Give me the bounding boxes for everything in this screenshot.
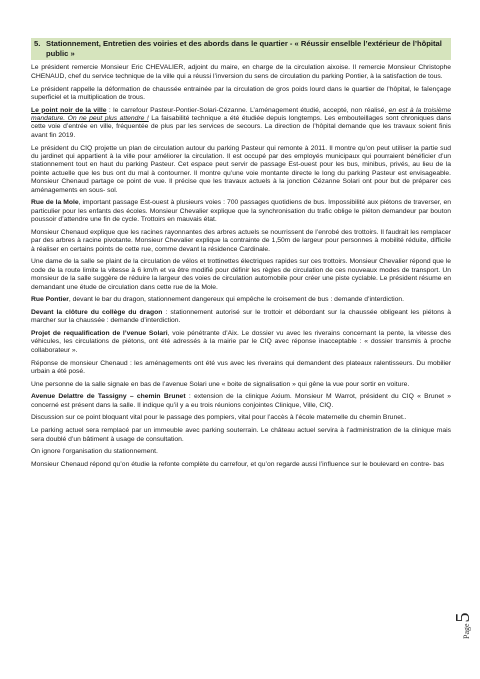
paragraph-chenaud-reply: Réponse de monsieur Chenaud : les aménagements ont été vus avec les riverains qui demandent des plateaux ralentisseurs. Du mobilier urbain a été posé. (31, 359, 451, 375)
paragraph-signal-box: Une personne de la salle signale en bas de l’avenue Solari une « boite de signalisation » qui gêne la vue pour sortir en voiture. (31, 380, 410, 388)
section-title: Stationnement, Entretien des voiries et des abords dans le quartier - « Réussir enselble l’extérieur de l’hôpital public » (46, 39, 442, 59)
paragraph-bikes-scooters: Une dame de la salle se plaint de la circulation de vélos et trottinettes électriques rapides sur ces trottoirs. Monsieur Chevalier répond que le code de la route limite la vitesse à 6 km/h et va être modifié pour définir les règles de circulation de ces nouveaux modes de transport. Un monsieur de la salle suggère de réduire la largeur des voies de circulation automobile pour créer une piste cyclable. Le président résume en demandant une étude de circulation dans cette rue de la Mole. (31, 258, 451, 291)
lead-rue-pontier: Rue Pontier (31, 296, 69, 304)
paragraph-rue-pontier: Rue Pontier, devant le bar du dragon, stationnement dangereux qui empêche le croisement de bus : demande d’interdiction. (31, 296, 404, 304)
paragraph-ciq-plan: Le président du CIQ projette un plan de circulation autour du parking Pasteur qui remonte à 2011. Il montre qu’on peut utiliser la partie sud du jardinet qui appartient à la ville pour améliorer la circulation. Il est occupé par des employés municipaux qui pourraient bénéficier d’un stationnement tout en haut du parking Pasteur. Cet espace peut servir de passage Est-ouest pour les bus, minibus, privés, au lieu de la pointe actuelle que les bus ont du mal à contourner. Il montre qu’une voie montante directe le long du parking Pasteur est envisageable. Monsieur Chenaud partage ce point de vue. Il précise que les travaux actuels à la jonction Cézanne Solari ont pour but de préparer ces aménagements en sous- sol. (31, 144, 451, 194)
paragraph-parking-unknown: On ignore l’organisation du stationnement. (31, 448, 158, 456)
paragraph-road-damage: Le président rappelle la déformation de chaussée entrainée par la circulation de gros poids lourd dans le quartier de l’hôpital, le faïençage superficiel et la multiplication de trous. (31, 85, 451, 101)
paragraph-delattre-brunet: Avenue Delattre de Tassigny – chemin Brunet : extension de la clinique Axium. Monsieur M Warrot, président du CIQ « Brunet » concerné est présent dans la salle. Il indique qu’il y a eu trois réunions conjointes Clinique, Ville, CIQ. (31, 393, 451, 409)
lead-solari-project: Projet de requalification de l’venue Solari (31, 330, 168, 338)
paragraph-parking-replacement: Le parking actuel sera remplacé par un immeuble avec parking souterrain. Le château actuel servira à l’administration de la clinique mais sera doublé d’un bâtiment à usage de consultation. (31, 427, 451, 443)
document-page (31, 38, 451, 474)
page-number (452, 612, 475, 639)
paragraph-solari-project: Projet de requalification de l’venue Solari, voie pénétrante d’Aix. Le dossier vu avec les riverains concernant la pente, la vitesse des véhicules, les circulations de piétons, ont été adressés à la mairie par le CIQ avec réponse inacceptable : « dossier transmis à proche collaborateur ». (31, 330, 451, 354)
page-label: Page (462, 623, 471, 639)
lead-black-spot: Le point noir de la ville (31, 106, 107, 114)
paragraph-junction-study: Monsieur Chenaud répond qu’on étudie la refonte complète du carrefour, et qu’on regarde aussi l’influence sur le boulevard en contre- bas (31, 461, 445, 468)
paragraph-firefighters: Discussion sur ce point bloquant vital pour le passage des pompiers, vital pour l’accès à l’école maternelle du chemin Brunet.. (31, 414, 407, 422)
lead-delattre-brunet: Avenue Delattre de Tassigny – chemin Brunet (31, 393, 186, 401)
emphasis-third-term: en est à la troisième mandature. On ne peut plus attendre ! (31, 106, 452, 123)
lead-rue-de-la-mole: Rue de la Mole (31, 199, 79, 207)
paragraph-rue-de-la-mole: Rue de la Mole, important passage Est-ouest à plusieurs voies : 700 passages quotidiens de bus. Impossibilité aux piétons de traverser, en particulier pour les enfants des écoles. Monsieur Chevalier explique que la synchronisation du trafic oblige le piéton demandeur par bouton poussoir d’attendre une fin de cycle. Trottoirs en mauvais état. (31, 199, 451, 224)
paragraph-thanks: Le président remercie Monsieur Eric CHEVALIER, adjoint du maire, en charge de la circulation aixoise. Il remercie Monsieur Christophe CHENAUD, chef du service technique de la ville qui a réussi l’inversion du sens de circulation du parking Pontier, à la satisfaction de tous. (31, 64, 451, 80)
paragraph-tree-roots: Monsieur Chenaud explique que les racines rayonnantes des arbres actuels se nourrissent de l’enrobé des trottoirs. Il faudrait les remplacer par des arbres à racine pivotante. Monsieur Chevalier explique la contrainte de 1,50m de largeur pour personnes à mobilité réduite, difficile à réaliser en certains points de cette rue, comme devant la résidence Cardinale. (31, 228, 451, 253)
page-number-value: 5 (452, 612, 474, 623)
lead-college-dragon: Devant la clôture du collège du dragon (31, 308, 163, 316)
paragraph-black-spot: Le point noir de la ville : le carrefour Pasteur-Pontier-Solari-Cézanne. L’aménagement étudié, accepté, non réalisé, en est à la troisième mandature. On ne peut plus attendre ! La faisabilité technique a été étudiée depuis longtemps. Les embouteillages sont chroniques dans cette voie d’entrée en ville, fréquentée de plus par les services de secours. La direction de l’hôpital demande que les travaux soient finis avant fin 2019. (31, 106, 452, 139)
section-number: 5. (34, 39, 41, 48)
paragraph-college-dragon: Devant la clôture du collège du dragon : stationnement autorisé sur le trottoir et débordant sur la chaussée obligeant les piétons à marcher sur la chaussée : demande d’interdiction. (31, 308, 451, 325)
section-heading (31, 38, 451, 60)
